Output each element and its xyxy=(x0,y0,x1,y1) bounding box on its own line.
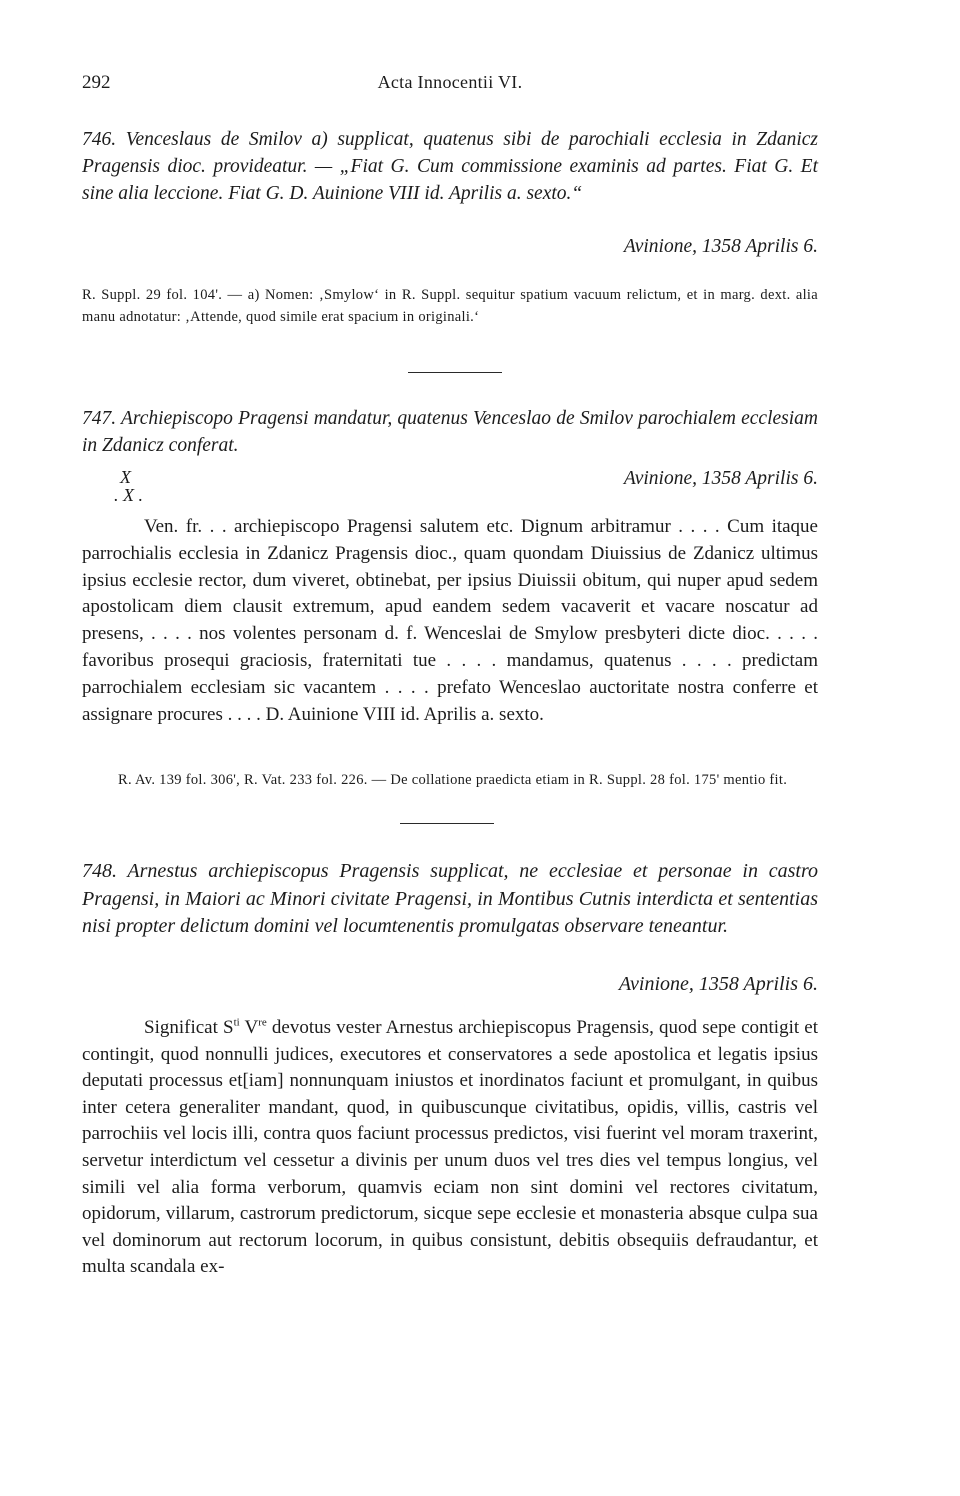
body-text: V xyxy=(239,1017,259,1038)
body-text: Significat S xyxy=(144,1017,234,1038)
entry-747-footnote: R. Av. 139 fol. 306', R. Vat. 233 fol. 226. — De collatione praedicta etiam in R. Suppl. 28 fol. 175' mentio fit. xyxy=(118,772,788,788)
entry-748-title: 748. Arnestus archiepiscopus Pragensis supplicat, ne ecclesiae et personae in castro Pragensi, in Maiori ac Minori civitate Pragensi, in Montibus Cutnis interdicta et sententias nisi propter delictum domini vel locumtenentis promulgatas observare teneantur. xyxy=(82,860,818,937)
marginal-mark-bottom: . X . xyxy=(114,485,143,505)
page-header xyxy=(82,72,818,98)
superscript: ti xyxy=(233,1016,240,1029)
superscript: re xyxy=(258,1016,267,1029)
entry-748-date: Avinione, 1358 Aprilis 6. xyxy=(618,973,818,995)
entry-747-title: 747. Archiepiscopo Pragensi mandatur, quatenus Venceslao de Smilov parochialem ecclesiam in Zdanicz conferat. xyxy=(82,408,818,456)
entry-748-body xyxy=(82,1015,818,1281)
section-divider xyxy=(400,823,494,824)
running-title: Acta Innocentii VI. xyxy=(377,72,523,92)
marginal-mark-top: X xyxy=(120,467,131,487)
entry-747-date: Avinione, 1358 Aprilis 6. xyxy=(623,468,818,489)
entry-746-footnote: R. Suppl. 29 fol. 104'. — a) Nomen: ‚Smylow‘ in R. Suppl. sequitur spatium vacuum relictum, et in marg. dext. alia manu adnotatur: ‚Attende, quod simile erat spacium in originali.‘ xyxy=(82,287,818,325)
entry-747-body: Ven. fr. . . archiepiscopo Pragensi salutem etc. Dignum arbitramur . . . . Cum itaque parrochialis ecclesia in Zdanicz Pragensis dioc., quam quondam Diuissius de Zdanicz ultimus ipsius ecclesie rector, dum viveret, obtinebat, per ipsius Diuissii obitum, qui nuper apud sedem apostolicam diem clausit extremum, apud eandem sedem vacaverit et vacare noscatur ad presens, . . . . nos volentes personam d. f. Wenceslai de Smylow presbyteri dicte dioc. . . . . favoribus prosequi graciosis, fraternitati tue . . . . mandamus, quatenus . . . . predictam parrochialem ecclesiam sic vacantem . . . . prefato Wenceslao auctoritate nostra conferre et assignare procures . . . . D. Auinione VIII id. Aprilis a. sexto. xyxy=(82,516,818,725)
section-divider xyxy=(408,372,502,373)
page-number: 292 xyxy=(82,72,111,93)
entry-746-title: 746. Venceslaus de Smilov a) supplicat, quatenus sibi de parochiali ecclesia in Zdanicz Pragensis dioc. provideatur. — „Fiat G. Cum commissione examinis ad partes. Fiat G. Et sine alia leccione. Fiat G. D. Auinione VIII id. Aprilis a. sexto.“ xyxy=(82,129,818,204)
body-text: devotus vester Arnestus archiepiscopus Pragensis, quod sepe contigit et contingit, quod nonnulli judices, executores et conservatores a sede apostolica et legatis ipsius deputati processus et[iam] nonnunquam iniustos et inordinatos faciunt et promulgant, in quibus inter cetera generaliter mandant, quod, in quibuscunque civitatibus, opidis, villis, castris vel parrochiis vel locis illi, contra quos faciunt processus predictos, visi fuerint vel moram traxerint, servetur interdictum vel cessetur a divinis per unum duos vel tres dies vel tempus longius, vel simili vel alia forma verborum, quamvis eciam non sint domini vel rectores civitatum, opidorum, villarum, castrorum predictorum, sicque sepe ecclesie et monasteria absque culpa sua vel dominorum aut rectorum locorum, in quibus consistunt, debitis obsequiis defraudantur, et multa scandala ex- xyxy=(82,1017,818,1278)
entry-746-date: Avinione, 1358 Aprilis 6. xyxy=(623,236,818,257)
